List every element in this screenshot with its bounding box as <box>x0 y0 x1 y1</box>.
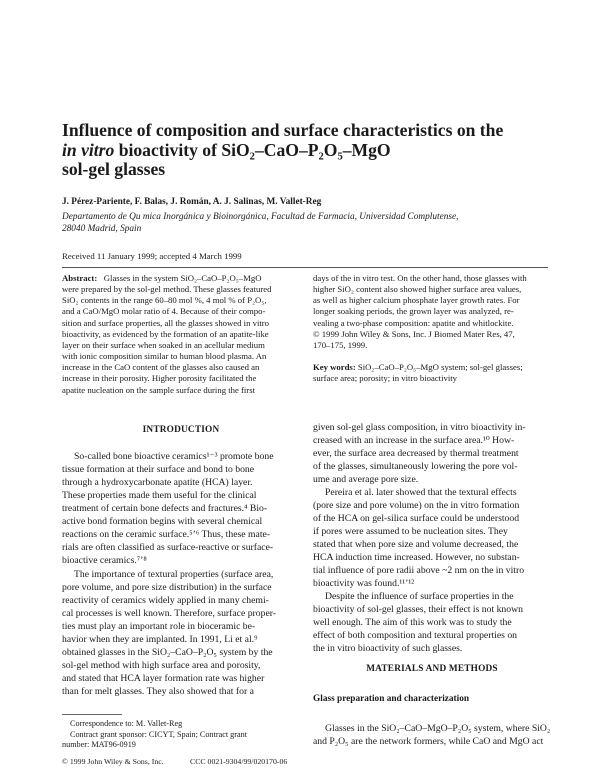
body-line: the in vitro bioactivity of such glasses. <box>313 643 463 654</box>
intro-paragraph-4 <box>313 486 551 590</box>
body-line: sol-gel method with high surface area and porosity, <box>62 660 261 671</box>
affiliation-line-2: 28040 Madrid, Spain <box>62 224 142 234</box>
body-line: tissue formation at their surface and bond to bone <box>62 464 255 475</box>
body-line: pore volume, and pore size distribution) in the surface <box>62 582 272 593</box>
keywords-label: Key words: <box>313 362 356 372</box>
body-line: active bond formation begins with several chemical <box>62 516 263 527</box>
abstract-label: Abstract: <box>62 273 98 283</box>
footnote-rule <box>62 714 122 715</box>
body-line: if pores were assumed to be nucleation sites. They <box>313 526 508 537</box>
body-line: effect of both composition and textural properties on <box>313 630 518 641</box>
methods-paragraph <box>313 722 551 748</box>
abstract-line: layer on their surface when soaked in an acellular medium <box>62 339 265 350</box>
body-line: rials are often classified as surface-reactive or surface- <box>62 542 274 553</box>
body-line: well enough. The aim of this work was to study the <box>313 617 512 628</box>
abstract-line: with ionic composition similar to human blood plasma. An <box>62 351 267 362</box>
author-list: J. Pérez-Pariente, F. Balas, J. Román, A. J. Salinas, M. Vallet-Reg <box>62 197 322 207</box>
body-line: Despite the influence of surface properties in the <box>325 591 514 602</box>
abstract-line: increase in their porosity. Higher porosity facilitated the <box>62 373 257 384</box>
body-line: (pore size and pore volume) on the in vitro formation <box>313 500 520 511</box>
affiliation-line-1: Departamento de Qu mica Inorgánica y Bioinorgánica, Facultad de Farmacia, Universidad Complutense, <box>62 212 459 222</box>
body-line: obtained glasses in the SiO₂–CaO–P₂O₅ system by the <box>62 647 273 658</box>
body-line: ume and average pore size. <box>313 474 419 485</box>
body-line: stated that when pore size and volume decreased, the <box>313 539 519 550</box>
title-line-2: in vitro bioactivity of SiO₂–CaO–P₂O₅–MgO <box>62 139 391 160</box>
body-line: and stated that HCA layer formation rate was higher <box>62 673 265 684</box>
body-line: bioactivity was found.¹¹ʼ¹² <box>313 578 415 589</box>
body-line: and P₂O₅ are the network formers, while CaO and MgO act <box>313 736 544 747</box>
abstract-line: SiO₂ contents in the range 60–80 mol %, 4 mol % of P₂O₅, <box>62 295 267 306</box>
abstract-line: days of the in vitro test. On the other hand, those glasses with <box>313 273 527 283</box>
abstract-line: bioactivity, as evidenced by the formation of an apatite-like <box>62 328 269 339</box>
intro-paragraph-5 <box>313 590 551 655</box>
title-line-1: Influence of composition and surface characteristics on the <box>62 120 504 140</box>
body-line: cal processes is well known. Therefore, surface proper- <box>62 608 277 619</box>
body-line: reactivity of ceramics widely applied in many chemi- <box>62 595 269 606</box>
abstract-line: were prepared by the sol-gel method. These glasses featured <box>62 284 272 295</box>
body-line: havior when they are implanted. In 1991, Li et al.⁹ <box>62 634 258 645</box>
copyright-notice: © 1999 John Wiley & Sons, Inc. <box>62 757 164 766</box>
intro-paragraph-2 <box>62 568 300 698</box>
body-line: treatment of certain bone defects and fractures.⁴ Bio- <box>62 503 268 514</box>
abstract-line: Abstract: Glasses in the system SiO₂–CaO–P₂O₅–MgO <box>62 273 262 283</box>
abstract-column-2 <box>313 273 549 351</box>
body-line: The importance of textural properties (surface area, <box>74 569 274 580</box>
received-date: Received 11 January 1999; accepted 4 March 1999 <box>62 251 242 261</box>
body-line: So-called bone bioactive ceramics¹⁻³ promote bone <box>74 451 274 462</box>
keywords-line-1: Key words: SiO₂–CaO–P₂O₅–MgO system; sol-gel glasses; <box>313 362 523 372</box>
abstract-line: higher SiO₂ content also showed higher surface area values, <box>313 284 522 295</box>
grant-note-line-1: Contract grant sponsor: CICYT, Spain; Contract grant <box>70 729 247 739</box>
title-line-3: sol-gel glasses <box>62 159 166 179</box>
abstract-line: apatite nucleation on the sample surface during the first <box>62 384 255 395</box>
intro-paragraph-3 <box>313 421 551 486</box>
body-line: given sol-gel glass composition, in vitro bioactivity in- <box>313 422 526 433</box>
body-line: creased with an increase in the surface area.¹⁰ How- <box>313 435 515 446</box>
methods-subheading: Glass preparation and characterization <box>313 694 470 704</box>
footnotes <box>62 719 302 751</box>
body-line: than for melt glasses. They also showed that for a <box>62 686 254 697</box>
body-line: through a hydroxycarbonate apatite (HCA) layer. <box>62 477 253 488</box>
abstract-line: © 1999 John Wiley & Sons, Inc. J Biomed Mater Res, 47, <box>313 328 515 339</box>
ccc-code: CCC 0021-9304/99/020170-06 <box>190 757 288 766</box>
keywords <box>313 362 549 384</box>
body-line: Glasses in the SiO₂–CaO–MgO–P₂O₅ system, where SiO₂ <box>325 723 551 734</box>
body-line: reactions on the ceramic surface.⁵ʼ⁶ Thus, these mate- <box>62 529 271 540</box>
body-line: These properties made them useful for the clinical <box>62 490 257 501</box>
body-line: Pereira et al. later showed that the textural effects <box>325 487 517 498</box>
abstract-line: sition and surface properties, all the glasses showed in vitro <box>62 317 270 328</box>
abstract-line: longer soaking periods, the grown layer was analyzed, re- <box>313 306 514 317</box>
body-line: of the HCA on gel-silica surface could be understood <box>313 513 520 524</box>
abstract-line: increase in the CaO content of the glasses also caused an <box>62 362 260 373</box>
body-line: bioactive ceramics.⁷ʼ⁸ <box>62 555 147 566</box>
abstract-line: and a CaO/MgO molar ratio of 4. Because of their compo- <box>62 306 266 317</box>
intro-paragraph-1 <box>62 450 300 567</box>
abstract-line: vealing a two-phase composition: apatite and whitlockite. <box>313 317 514 328</box>
body-line: tial influence of pore radii above ~2 nm on the in vitro <box>313 565 525 576</box>
paper-title <box>62 121 562 180</box>
body-line: ties must play an important role in bioceramic be- <box>62 621 256 632</box>
abstract-line: 170–175, 1999. <box>313 339 368 350</box>
introduction-heading: INTRODUCTION <box>142 425 220 435</box>
title-in-vitro: in vitro <box>62 139 115 160</box>
grant-note-line-2: number: MAT96-0919 <box>62 740 136 749</box>
affiliation <box>62 211 532 235</box>
keywords-line-2: surface area; porosity; in vitro bioactivity <box>313 373 458 384</box>
body-line: HCA induction time increased. However, no substan- <box>313 552 520 563</box>
abstract-column-1 <box>62 273 298 396</box>
methods-heading: MATERIALS AND METHODS <box>366 664 498 674</box>
body-line: ever, the surface area decreased by thermal treatment <box>313 448 519 459</box>
abstract-line: as well as higher calcium phosphate layer growth rates. For <box>313 295 520 306</box>
divider <box>62 267 548 268</box>
title-formula: SiO₂–CaO–P₂O₅–MgO <box>221 139 391 160</box>
body-line: of the glasses, simultaneously lowering the pore vol- <box>313 461 518 472</box>
body-line: bioactivity of sol-gel glasses, their effect is not known <box>313 604 523 615</box>
correspondence-note: Correspondence to: M. Vallet-Reg <box>70 719 183 728</box>
